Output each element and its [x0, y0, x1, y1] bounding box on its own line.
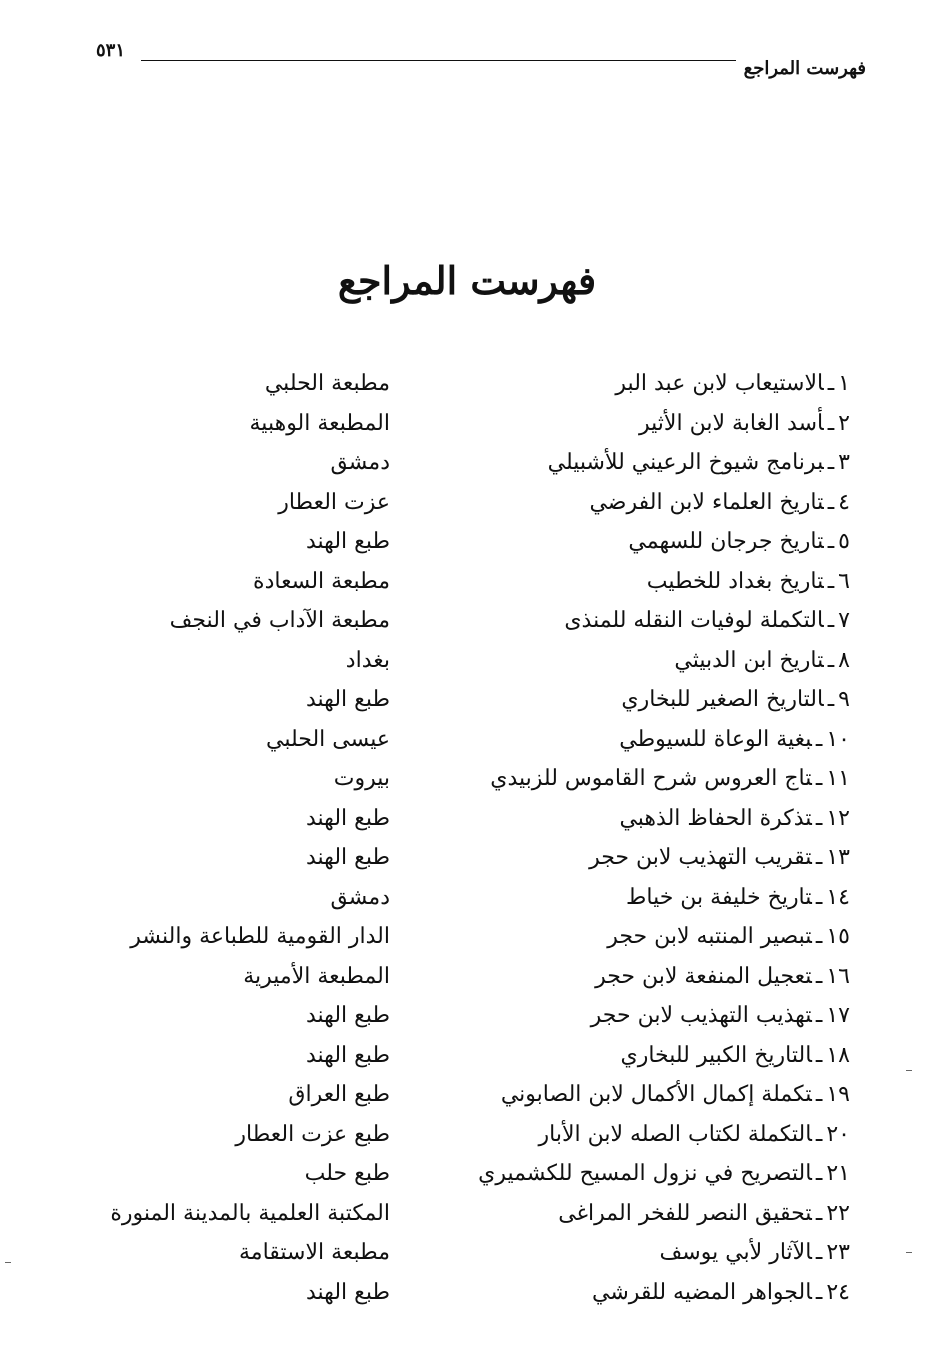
reference-publisher: المطبعة الوهبية	[249, 410, 390, 436]
reference-number: ١٨	[826, 1042, 850, 1068]
reference-number: ٨	[838, 647, 850, 673]
reference-title	[548, 443, 850, 482]
reference-row	[100, 878, 850, 918]
reference-row	[100, 720, 850, 760]
reference-title	[592, 1273, 850, 1312]
margin-mark	[906, 1070, 912, 1071]
reference-title	[490, 759, 850, 798]
reference-publisher: مطبعة السعادة	[253, 568, 390, 594]
reference-title	[595, 957, 850, 996]
reference-row	[100, 483, 850, 523]
reference-title	[674, 641, 850, 680]
reference-title	[589, 838, 850, 877]
reference-title-text: بغية الوعاة للسيوطي	[619, 726, 812, 752]
reference-title-text: تعجيل المنفعة لابن حجر	[595, 963, 812, 989]
reference-separator: ـ	[815, 1161, 823, 1186]
reference-title-text: تهذيب التهذيب لابن حجر	[590, 1003, 812, 1028]
reference-title-text: الاستيعاب لابن عبد البر	[615, 371, 824, 396]
reference-number: ١٣	[826, 845, 850, 870]
reference-publisher: دمشق	[330, 884, 390, 910]
reference-title-text: تاريخ بغداد للخطيب	[646, 568, 824, 594]
reference-publisher: عزت العطار	[278, 489, 390, 515]
reference-row	[100, 404, 850, 444]
reference-publisher: المكتبة العلمية بالمدينة المنورة	[110, 1200, 390, 1226]
page-title: فهرست المراجع	[337, 258, 597, 303]
reference-title	[564, 601, 850, 640]
reference-title-text: تبصير المنتبه لابن حجر	[607, 924, 812, 949]
reference-publisher: طبع العراق	[288, 1082, 390, 1107]
reference-row	[100, 1075, 850, 1115]
reference-publisher: مطبعة الحلبي	[264, 371, 390, 396]
page-header	[96, 38, 866, 78]
reference-publisher: طبع الهند	[306, 687, 390, 712]
reference-title	[607, 917, 850, 956]
reference-separator: ـ	[827, 529, 835, 554]
reference-title	[478, 1154, 850, 1193]
page-number: ٥٣١	[96, 40, 126, 61]
reference-separator: ـ	[815, 805, 823, 831]
reference-number: ٦	[838, 568, 850, 594]
reference-row	[100, 443, 850, 483]
reference-title-text: تذكرة الحفاظ الذهبي	[619, 805, 812, 831]
reference-title	[619, 799, 850, 838]
reference-title	[589, 483, 850, 522]
reference-number: ٢١	[826, 1161, 850, 1186]
reference-title	[591, 996, 850, 1035]
reference-number: ٢	[838, 410, 850, 436]
reference-title-text: الجواهر المضيه للقرشي	[592, 1279, 812, 1305]
reference-row	[100, 364, 850, 404]
reference-row	[100, 996, 850, 1036]
reference-row	[100, 1194, 850, 1234]
reference-number: ٩	[838, 687, 850, 712]
reference-title-text: تحقيق النصر للفخر المراغى	[558, 1200, 812, 1226]
reference-separator: ـ	[827, 647, 835, 673]
reference-title-text: تقريب التهذيب لابن حجر	[589, 845, 812, 870]
reference-title-text: التاريخ الصغير للبخاري	[621, 687, 824, 712]
reference-publisher: المطبعة الأميرية	[243, 963, 390, 989]
reference-separator: ـ	[815, 1042, 823, 1068]
reference-title	[621, 680, 850, 719]
reference-row	[100, 641, 850, 681]
reference-number: ١٠	[826, 726, 850, 752]
reference-separator: ـ	[815, 766, 823, 791]
reference-publisher: الدار القومية للطباعة والنشر	[130, 924, 390, 949]
reference-title-text: التصريح في نزول المسيح للكشميري	[478, 1161, 812, 1186]
reference-separator: ـ	[827, 410, 835, 436]
reference-title	[647, 562, 850, 601]
references-list	[100, 364, 850, 1312]
reference-number: ٢٤	[826, 1279, 850, 1305]
reference-publisher: طبع الهند	[306, 1279, 390, 1305]
reference-number: ٤	[838, 489, 850, 515]
reference-separator: ـ	[815, 1240, 823, 1265]
reference-number: ١٦	[826, 963, 850, 989]
reference-title-text: تاريخ العلماء لابن الفرضي	[589, 489, 824, 515]
reference-separator: ـ	[827, 568, 835, 594]
reference-title-text: تاج العروس شرح القاموس للزبيدي	[490, 766, 812, 791]
reference-separator: ـ	[827, 489, 835, 515]
reference-row	[100, 522, 850, 562]
reference-title	[619, 720, 850, 759]
reference-title-text: تكملة إكمال الأكمال لابن الصابوني	[500, 1082, 812, 1107]
running-title: فهرست المراجع	[743, 58, 866, 79]
reference-number: ٣	[838, 450, 850, 475]
reference-separator: ـ	[815, 726, 823, 752]
reference-title-text: تاريخ خليفة بن خياط	[626, 884, 812, 910]
reference-title	[501, 1075, 850, 1114]
reference-title	[660, 1233, 850, 1272]
reference-title-text: تاريخ جرجان للسهمي	[628, 529, 824, 554]
reference-separator: ـ	[815, 845, 823, 870]
reference-separator: ـ	[815, 1082, 823, 1107]
reference-title	[639, 404, 850, 443]
reference-separator: ـ	[827, 450, 835, 475]
reference-row	[100, 917, 850, 957]
reference-title-text: تاريخ ابن الدبيثي	[674, 647, 824, 673]
reference-number: ١٧	[826, 1003, 850, 1028]
reference-publisher: طبع حلب	[304, 1161, 390, 1186]
reference-publisher: طبع الهند	[306, 1003, 390, 1028]
reference-publisher: مطبعة الاستقامة	[238, 1240, 390, 1265]
reference-publisher: بغداد	[345, 647, 390, 673]
reference-title-text: التكملة لكتاب الصله لابن الأبار	[538, 1121, 812, 1147]
reference-separator: ـ	[815, 884, 823, 910]
reference-number: ٢٢	[826, 1200, 850, 1226]
reference-title	[620, 1036, 850, 1075]
reference-title-text: أسد الغابة لابن الأثير	[639, 410, 824, 436]
reference-title	[626, 878, 850, 917]
reference-separator: ـ	[815, 1121, 823, 1147]
reference-row	[100, 1154, 850, 1194]
reference-publisher: مطبعة الآداب في النجف	[169, 608, 390, 633]
reference-title-text: برنامج شيوخ الرعيني للأشبيلي	[547, 450, 824, 475]
reference-row	[100, 838, 850, 878]
reference-publisher: طبع الهند	[306, 845, 390, 870]
reference-number: ٢٣	[826, 1240, 850, 1265]
reference-row	[100, 1273, 850, 1313]
reference-publisher: عيسى الحلبي	[266, 726, 390, 752]
header-rule	[141, 60, 736, 61]
reference-title	[615, 364, 850, 403]
reference-publisher: طبع الهند	[306, 805, 390, 831]
reference-row	[100, 1036, 850, 1076]
reference-publisher: طبع عزت العطار	[235, 1121, 390, 1147]
reference-separator: ـ	[815, 963, 823, 989]
reference-title-text: التكملة لوفيات النقله للمنذى	[564, 608, 824, 633]
reference-title	[628, 522, 850, 561]
margin-mark	[5, 1262, 11, 1263]
reference-row	[100, 799, 850, 839]
reference-title-text: الآثار لأبي يوسف	[659, 1240, 812, 1265]
reference-row	[100, 759, 850, 799]
reference-row	[100, 562, 850, 602]
reference-title	[558, 1194, 850, 1233]
reference-separator: ـ	[827, 608, 835, 633]
reference-row	[100, 680, 850, 720]
reference-publisher: طبع الهند	[306, 1042, 390, 1068]
reference-separator: ـ	[815, 1200, 823, 1226]
reference-row	[100, 957, 850, 997]
reference-title-text: التاريخ الكبير للبخاري	[620, 1042, 812, 1068]
reference-separator: ـ	[815, 924, 823, 949]
margin-mark	[906, 1252, 912, 1253]
reference-separator: ـ	[815, 1279, 823, 1305]
reference-number: ٧	[838, 608, 850, 633]
reference-number: ١٢	[826, 805, 850, 831]
reference-number: ٢٠	[826, 1121, 850, 1147]
reference-number: ١٥	[826, 924, 850, 949]
reference-separator: ـ	[815, 1003, 823, 1028]
reference-separator: ـ	[827, 371, 835, 396]
reference-publisher: دمشق	[330, 450, 390, 475]
reference-row	[100, 1233, 850, 1273]
reference-title	[539, 1115, 850, 1154]
reference-separator: ـ	[827, 687, 835, 712]
reference-row	[100, 601, 850, 641]
reference-publisher: بيروت	[333, 766, 390, 791]
reference-number: ١	[838, 371, 850, 396]
reference-row	[100, 1115, 850, 1155]
reference-publisher: طبع الهند	[306, 529, 390, 554]
reference-number: ٥	[838, 529, 850, 554]
reference-number: ١٤	[826, 884, 850, 910]
reference-number: ١٩	[826, 1082, 850, 1107]
reference-number: ١١	[826, 766, 850, 791]
